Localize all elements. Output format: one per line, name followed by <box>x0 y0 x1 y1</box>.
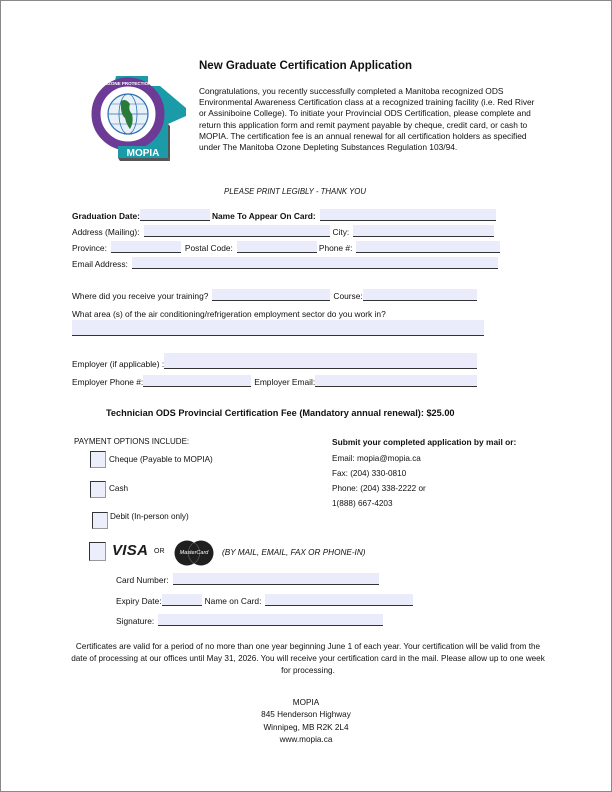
row-graduation <box>72 209 496 221</box>
employer-field[interactable] <box>164 353 477 369</box>
graduation-date-field[interactable] <box>140 209 210 221</box>
cash-label: Cash <box>109 484 129 493</box>
debit-checkbox[interactable] <box>92 512 108 529</box>
email-label: Email Address: <box>72 259 128 269</box>
mastercard-text: MasterCard <box>179 550 209 556</box>
svg-text:OZONE PROTECTION: OZONE PROTECTION <box>104 81 152 86</box>
row-signature <box>116 614 383 626</box>
expiry-date-label: Expiry Date: <box>116 596 162 606</box>
postal-code-label: Postal Code: <box>184 243 233 253</box>
credit-card-checkbox[interactable] <box>89 542 106 561</box>
employer-email-field[interactable] <box>315 375 477 387</box>
employer-phone-label: Employer Phone #: <box>72 377 144 387</box>
card-methods-note: (BY MAIL, EMAIL, FAX OR PHONE-IN) <box>222 548 366 557</box>
signature-label: Signature: <box>116 616 155 626</box>
postal-code-field[interactable] <box>237 241 317 253</box>
card-number-label: Card Number: <box>116 575 169 585</box>
employer-email-label: Employer Email: <box>254 377 316 387</box>
province-label: Province: <box>72 243 107 253</box>
course-field[interactable] <box>363 289 477 301</box>
row-address <box>72 225 494 237</box>
training-field[interactable] <box>212 289 330 301</box>
org-name: MOPIA <box>292 698 320 707</box>
certification-fee: Technician ODS Provincial Certification Fee (Mandatory annual renewal): $25.00 <box>106 408 455 418</box>
city-label: City: <box>332 227 350 237</box>
logo-acronym: MOPIA <box>126 148 160 159</box>
graduation-date-label: Graduation Date: <box>72 211 140 221</box>
page-title: New Graduate Certification Application <box>199 60 412 72</box>
print-notice: PLEASE PRINT LEGIBLY - THANK YOU <box>224 187 366 196</box>
cash-checkbox[interactable] <box>90 481 106 498</box>
city-address: Winnipeg, MB R2K 2L4 <box>263 722 349 732</box>
row-area <box>72 307 386 319</box>
training-label: Where did you receive your training? <box>72 291 209 301</box>
expiry-date-field[interactable] <box>162 594 202 606</box>
submit-tollfree: 1(888) 667-4203 <box>332 499 393 508</box>
website-link[interactable]: www.mopia.ca <box>279 734 333 744</box>
name-on-card-label-2: Name on Card: <box>204 596 262 606</box>
name-on-card-label: Name To Appear On Card: <box>211 211 316 221</box>
email-field[interactable] <box>132 257 498 269</box>
mailing-address <box>200 697 412 746</box>
phone-label: Phone #: <box>318 243 353 253</box>
employer-phone-field[interactable] <box>143 375 251 387</box>
address-field[interactable] <box>144 225 330 237</box>
card-name-field[interactable] <box>265 594 413 606</box>
card-number-field[interactable] <box>173 573 379 585</box>
row-training <box>72 289 477 301</box>
phone-field[interactable] <box>356 241 500 253</box>
employer-label: Employer (if applicable) : <box>72 359 165 369</box>
intro-paragraph: Congratulations, you recently successfully completed a Manitoba recognized ODS Environmental Awareness Certification class at a recognized training facility (i.e. Red River or Assiniboine College). To initiate your Provincial ODS Certification, please complete and return this application form and remit payment payable by cheque, credit card, or cash to MOPIA. The certification fee is an annual renewal for all certification holders as specified under The Manitoba Ozone Depleting Substances Regulation 103/94. <box>199 86 535 153</box>
name-on-card-field[interactable] <box>320 209 496 221</box>
submit-phone: Phone: (204) 338-2222 or <box>332 484 426 493</box>
signature-field[interactable] <box>158 614 383 626</box>
street-address: 845 Henderson Highway <box>261 710 351 720</box>
or-text: OR <box>154 548 165 555</box>
course-label: Course: <box>333 291 363 301</box>
payment-options-heading: PAYMENT OPTIONS INCLUDE: <box>74 437 190 446</box>
row-expiry <box>116 594 413 606</box>
row-province <box>72 241 500 253</box>
area-label: What area (s) of the air conditioning/refrigeration employment sector do you work in? <box>72 309 386 319</box>
cheque-checkbox[interactable] <box>90 451 106 468</box>
row-email <box>72 257 498 269</box>
area-field[interactable] <box>72 320 484 336</box>
city-field[interactable] <box>353 225 494 237</box>
debit-label: Debit (In-person only) <box>110 512 189 521</box>
row-card-number <box>116 573 379 585</box>
validity-note: Certificates are valid for a period of no more than one year beginning June 1 of each year. Your certification will be valid from the date of processing at our offices until May 31, 2026. You will receive your certification card in the mail. Please allow up to one week for processing. <box>71 642 545 675</box>
row-employer <box>72 357 477 369</box>
submit-email: Email: mopia@mopia.ca <box>332 454 421 463</box>
mopia-logo <box>88 74 194 168</box>
submit-fax: Fax: (204) 330-0810 <box>332 469 407 478</box>
address-label: Address (Mailing): <box>72 227 140 237</box>
cheque-label: Cheque (Payable to MOPIA) <box>109 455 213 464</box>
province-field[interactable] <box>111 241 181 253</box>
visa-logo: VISA <box>112 542 149 559</box>
row-employer-contact <box>72 375 477 387</box>
submit-heading: Submit your completed application by mail or: <box>332 437 517 447</box>
